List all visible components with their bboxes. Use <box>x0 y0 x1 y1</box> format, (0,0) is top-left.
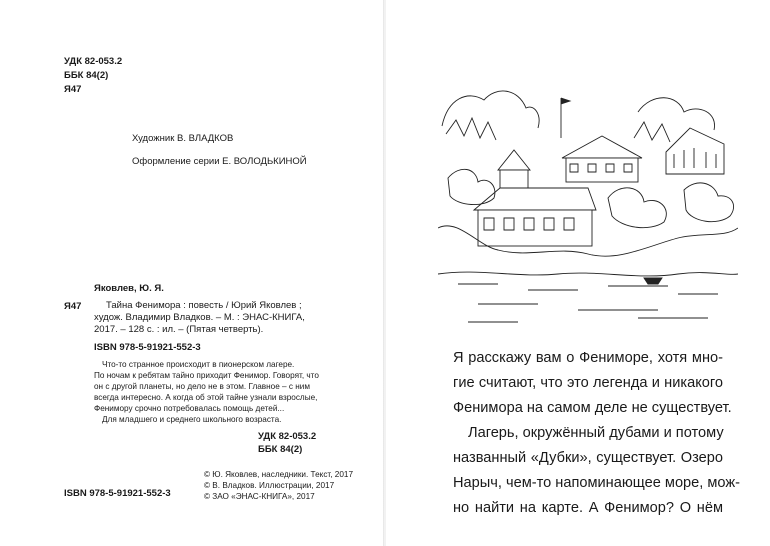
story-line: но найти на карте. А Фенимор? О нём <box>453 500 723 516</box>
catalog-line: Тайна Фенимора : повесть / Юрий Яковлев ; <box>106 300 302 311</box>
annotation-line: Что-то странное происходит в пионерском лагере. <box>102 360 295 369</box>
right-page <box>386 0 770 546</box>
left-page <box>0 0 384 546</box>
catalog-line: худож. Владимир Владков. – М. : ЭНАС-КНИГА, <box>94 312 305 323</box>
udk-code-secondary: УДК 82-053.2 <box>258 431 317 442</box>
isbn-bottom: ISBN 978-5-91921-552-3 <box>64 488 171 499</box>
catalog-author-mark: Я47 <box>64 301 82 312</box>
story-line: гие считают, что это легенда и никакого <box>453 375 723 391</box>
copyright-line: © ЗАО «ЭНАС-КНИГА», 2017 <box>204 492 315 501</box>
story-line: Лагерь, окружённый дубами и потому <box>468 425 724 441</box>
series-design-credit: Оформление серии Е. ВОЛОДЬКИНОЙ <box>132 156 307 167</box>
bbk-code: ББК 84(2) <box>64 70 109 81</box>
camp-lake-illustration <box>438 78 738 336</box>
copyright-line: © Ю. Яковлев, наследники. Текст, 2017 <box>204 470 354 479</box>
bbk-code-secondary: ББК 84(2) <box>258 444 303 455</box>
story-line: Нарыч, чем-то напоминающее море, мож- <box>453 475 741 491</box>
author-mark: Я47 <box>64 84 82 95</box>
annotation-line: Для младшего и среднего школьного возраста. <box>102 415 282 424</box>
story-line: названный «Дубки», существует. Озеро <box>453 450 723 466</box>
illustrator-credit: Художник В. ВЛАДКОВ <box>132 133 234 144</box>
catalog-line: 2017. – 128 с. : ил. – (Пятая четверть). <box>94 324 264 335</box>
annotation-line: всегда интересно. А когда об этой тайне узнали взрослые, <box>94 393 318 402</box>
copyright-line: © В. Владков. Иллюстрации, 2017 <box>204 481 335 490</box>
udk-code: УДК 82-053.2 <box>64 56 123 67</box>
story-line: Я расскажу вам о Фениморе, хотя мно- <box>453 350 723 366</box>
annotation-line: он с другой планеты, но дело не в этом. Главное – с ним <box>94 382 310 391</box>
annotation-line: Фенимору срочно потребовалась помощь детей... <box>94 404 285 413</box>
catalog-isbn: ISBN 978-5-91921-552-3 <box>94 342 201 353</box>
story-line: Фенимора на самом деле не существует. <box>453 400 732 416</box>
catalog-heading: Яковлев, Ю. Я. <box>94 283 164 294</box>
annotation-line: По ночам к ребятам тайно приходит Фенимор. Говорят, что <box>94 371 319 380</box>
